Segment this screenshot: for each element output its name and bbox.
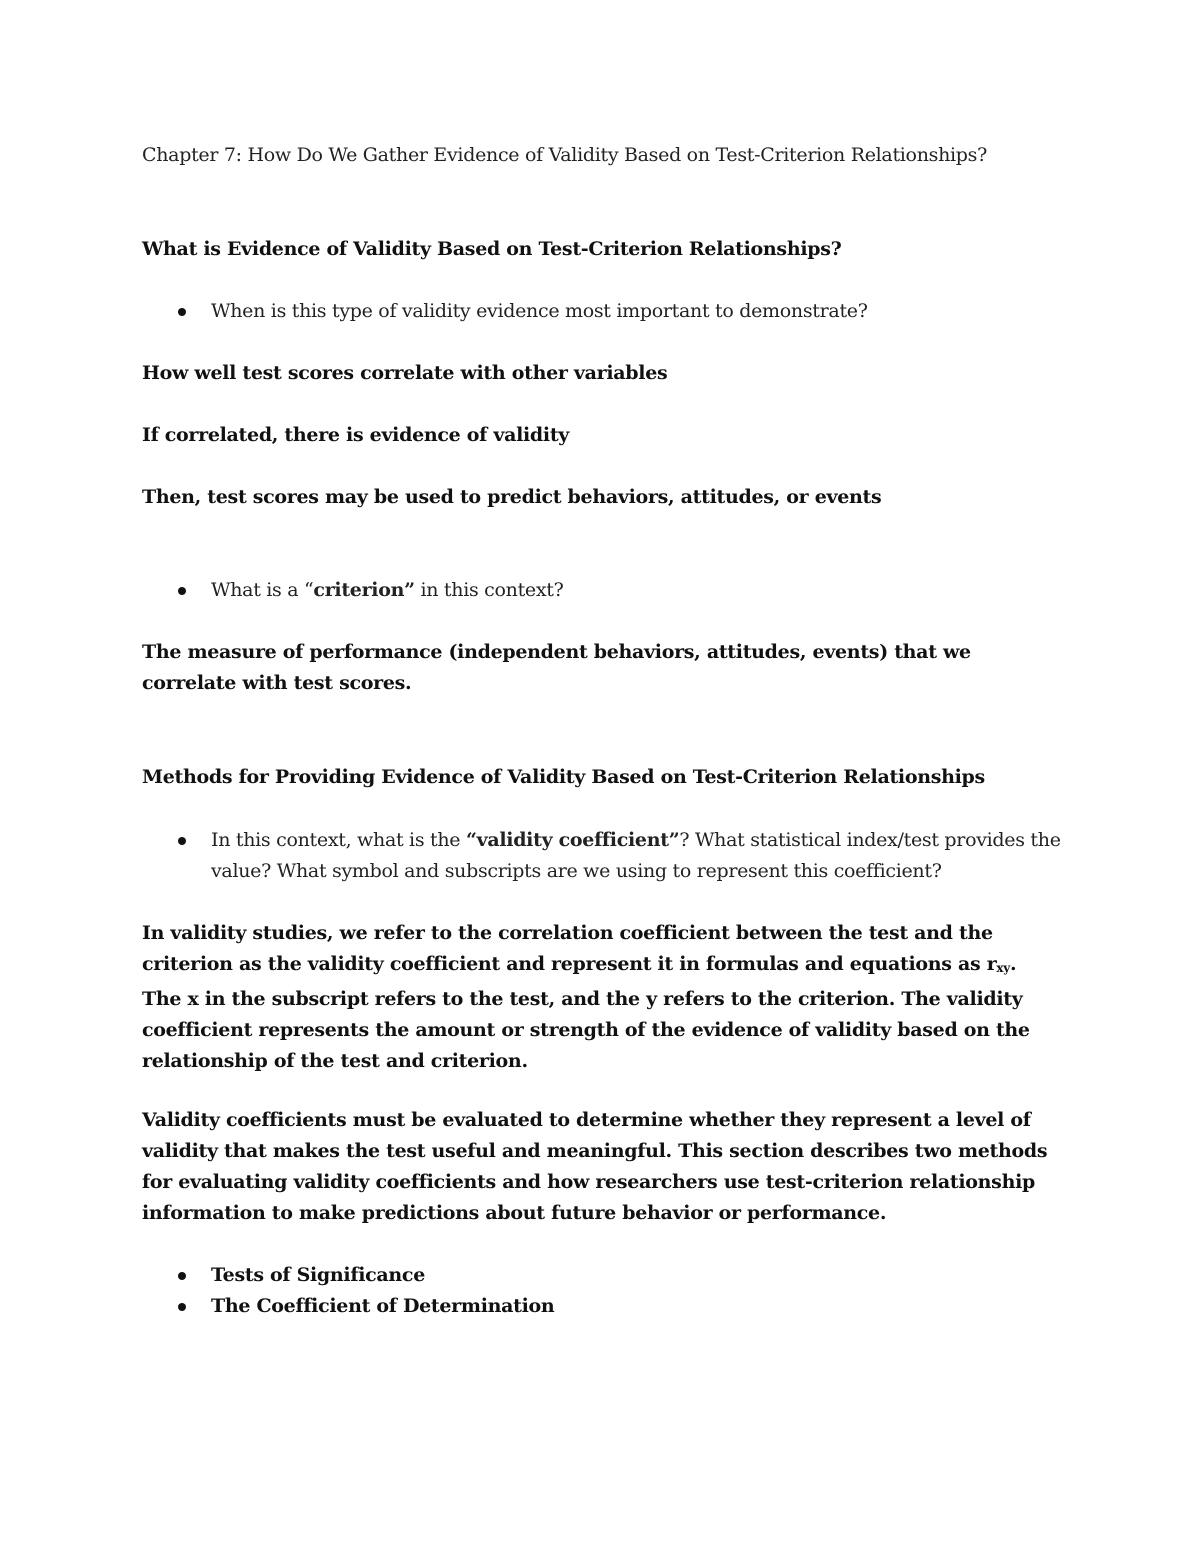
bullet-dot-icon (178, 308, 186, 316)
question-validity-suffix: ? What statistical index/test provides the value? What symbol and subscripts are we using to represent this coefficient? (211, 829, 1061, 882)
answer-line: How well test scores correlate with other variables (142, 362, 668, 384)
subscript-xy: xy (996, 961, 1010, 975)
question-criterion-suffix: in this context? (414, 579, 564, 601)
bullet-dot-icon (178, 587, 186, 595)
bullet-dot-icon (178, 1272, 186, 1280)
paragraph-validity-studies (142, 918, 1052, 1077)
bullet-dot-icon (178, 837, 186, 845)
bullet-item (211, 575, 1091, 606)
answer-line: If correlated, there is evidence of validity (142, 424, 570, 446)
method-item: Tests of Significance (211, 1264, 425, 1286)
answer-line: Then, test scores may be used to predict behaviors, attitudes, or events (142, 486, 882, 508)
term-criterion: criterion” (313, 579, 415, 601)
chapter-title: Chapter 7: How Do We Gather Evidence of Validity Based on Test-Criterion Relationships? (142, 144, 987, 166)
question-when-important: When is this type of validity evidence most important to demonstrate? (211, 300, 868, 322)
paragraph-text: . The x in the subscript refers to the test, and the y refers to the criterion. The validity coefficient represents the amount or strength of the evidence of validity based on the relationship of the test and criterion. (142, 953, 1030, 1072)
bullet-item (211, 296, 1091, 327)
method-item: The Coefficient of Determination (211, 1295, 555, 1317)
bullet-dot-icon (178, 1303, 186, 1311)
term-validity-coefficient: “validity coefficient” (465, 829, 680, 851)
bullet-item (211, 825, 1071, 887)
bullet-item (211, 1260, 1091, 1291)
question-validity-prefix: In this context, what is the (211, 829, 466, 851)
section-heading-evidence: What is Evidence of Validity Based on Test-Criterion Relationships? (142, 238, 842, 260)
section-heading-methods: Methods for Providing Evidence of Validity Based on Test-Criterion Relationships (142, 766, 985, 788)
criterion-definition: The measure of performance (independent behaviors, attitudes, events) that we correlate with test scores. (142, 641, 971, 694)
question-criterion-prefix: What is a “ (211, 579, 314, 601)
paragraph-text: In validity studies, we refer to the correlation coefficient between the test and the criterion as the validity coefficient and represent it in formulas and equations as r (142, 922, 997, 975)
bullet-item (211, 1291, 1091, 1322)
paragraph-evaluating-coefficients: Validity coefficients must be evaluated to determine whether they represent a level of validity that makes the test useful and meaningful. This section describes two methods for evaluating validity coefficients and how researchers use test-criterion relationship information to make predictions about future behavior or performance. (142, 1109, 1048, 1224)
